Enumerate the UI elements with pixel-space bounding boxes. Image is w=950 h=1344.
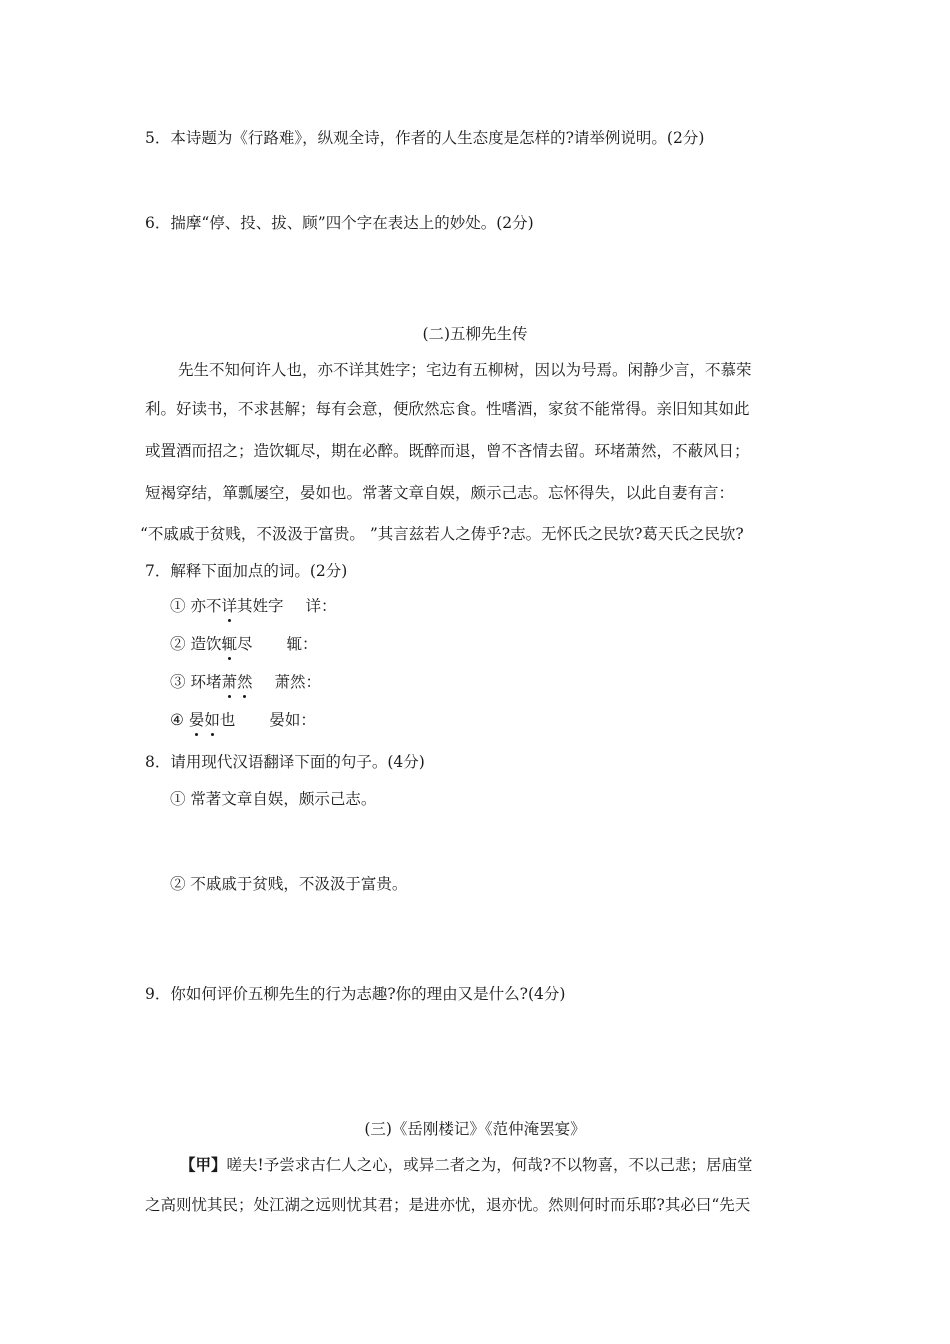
passage-line-4: 短褐穿结，箪瓢屡空，晏如也。常著文章自娱，颇示己志。忘怀得失，以此自妻有言： xyxy=(145,484,735,502)
passage-line-3: 或置酒而招之；造饮辄尽，期在必醉。既醉而退，曾不吝情去留。环堵萧然，不蔽风日； xyxy=(145,442,750,460)
q7-item-1: ① 亦不详其姓字 详： xyxy=(170,597,337,615)
q8-sentence-2: ② 不戚戚于贫贱，不汲汲于富贵。 xyxy=(170,875,408,893)
passage-line-1: 先生不知何许人也，亦不详其姓字；宅边有五柳树，因以为号焉。闲静少言，不慕荣 xyxy=(178,361,752,379)
question-6: 6．揣摩“停、投、拔、顾”四个字在表达上的妙处。(2分) xyxy=(145,214,534,232)
passage-3-line-1: 【甲】嗟夫!予尝求古仁人之心，或异二者之为，何哉?不以物喜，不以己悲；居庙堂 xyxy=(180,1155,753,1174)
section-2-title: (二)五柳先生传 xyxy=(422,325,528,343)
question-5: 5．本诗题为《行路难》，纵观全诗，作者的人生态度是怎样的?请举例说明。(2分) xyxy=(145,129,705,147)
passage-line-2: 利。好读书，不求甚解；每有会意，便欣然忘食。性嗜酒，家贫不能常得。亲旧知其如此 xyxy=(145,400,750,418)
passage-line-5: “不戚戚于贫贱，不汲汲于富贵。 ”其言兹若人之俦乎?志。无怀氏之民欤?葛天氏之民欤? xyxy=(140,525,744,543)
emphasis-dot-char: 详 xyxy=(221,597,237,615)
emphasis-dot-char: 晏 xyxy=(188,711,205,729)
question-7: 7．解释下面加点的词。(2分) xyxy=(145,562,348,580)
emphasis-dot-char: 如 xyxy=(204,711,220,729)
q8-sentence-1: ① 常著文章自娱，颇示己志。 xyxy=(170,790,377,808)
passage-3-line-2: 之高则忧其民；处江湖之远则忧其君；是进亦忧，退亦忧。然则何时而乐耶?其必曰“先天 xyxy=(145,1196,751,1214)
emphasis-dot-char: 然 xyxy=(236,673,253,691)
emphasis-dot-char: 萧 xyxy=(221,673,237,691)
q7-item-3: ③ 环堵萧然 萧然： xyxy=(170,673,322,691)
q7-item-2: ② 造饮辄尽 辄： xyxy=(170,635,318,653)
emphasis-dot-char: 辄 xyxy=(221,635,237,653)
section-3-title: (三)《岳刚楼记》《范仲淹罢宴》 xyxy=(364,1120,586,1138)
question-8: 8．请用现代汉语翻译下面的句子。(4分) xyxy=(145,753,425,771)
question-9: 9．你如何评价五柳先生的行为志趣?你的理由又是什么?(4分) xyxy=(145,985,566,1003)
q7-item-4: ④ 晏如也 晏如： xyxy=(170,711,316,729)
